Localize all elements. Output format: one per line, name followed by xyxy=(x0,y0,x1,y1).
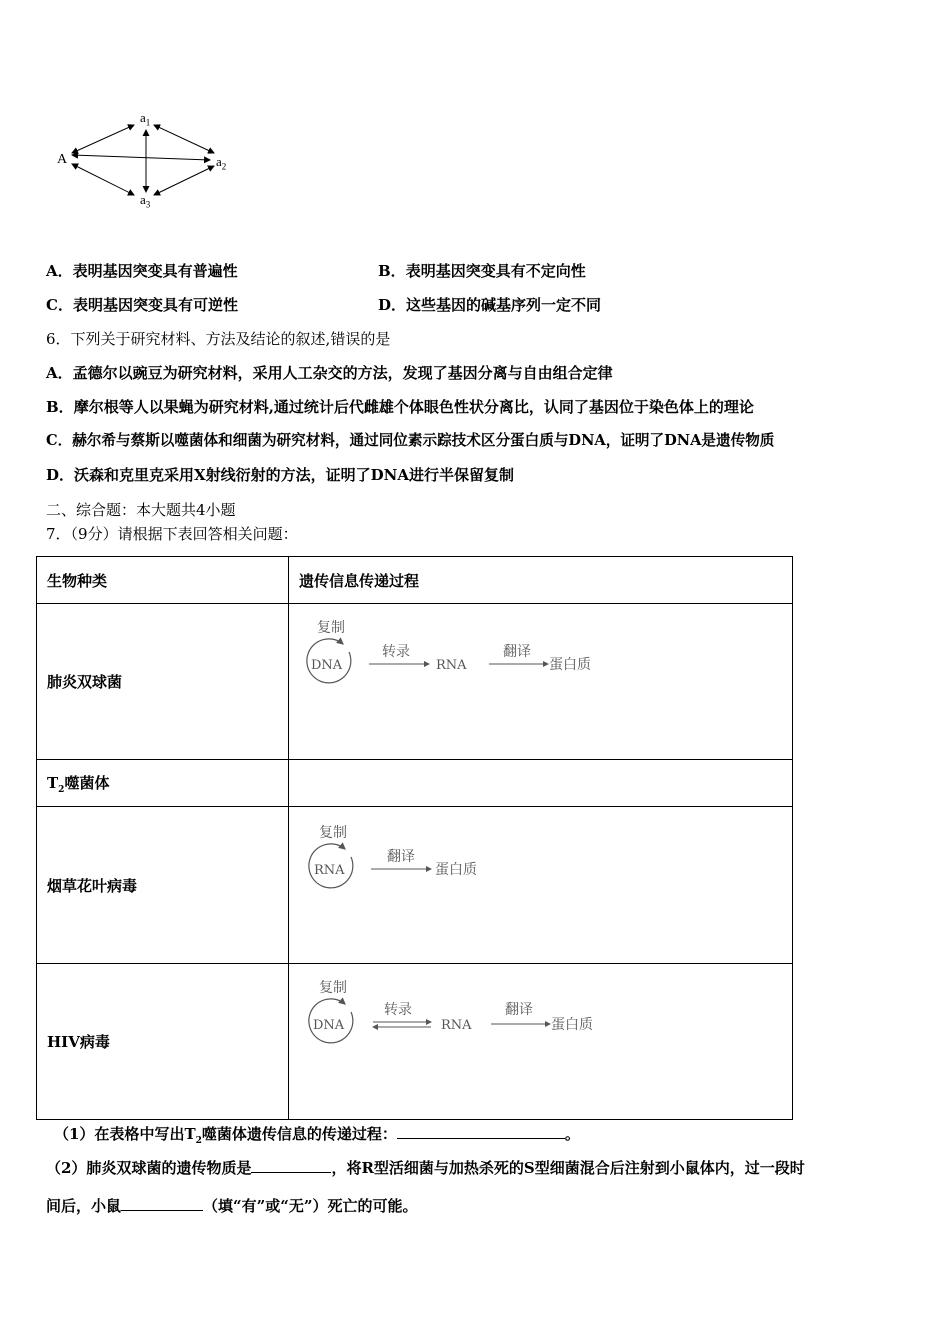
label-translate: 翻译 xyxy=(387,849,415,865)
table-row xyxy=(37,964,793,1120)
q5-option-c: C．表明基因突变具有可逆性 xyxy=(46,296,238,314)
label-rna: RNA xyxy=(436,658,467,673)
flow-t2-phage xyxy=(289,760,793,807)
node-a1: $a_1$ xyxy=(140,110,151,128)
label-transcribe: 转录 xyxy=(384,1002,412,1018)
table-row xyxy=(37,807,793,964)
header-flow: 遗传信息传递过程 xyxy=(289,557,793,604)
label-replicate: 复制 xyxy=(319,825,347,841)
answer-blank-3[interactable] xyxy=(121,1196,203,1211)
q7-stem: 7．（9分）请根据下表回答相关问题： xyxy=(46,525,298,543)
q7-sub2-line1: （2）肺炎双球菌的遗传物质是 ，将R型活细菌与加热杀死的S型细菌混合后注射到小鼠体内，过一段时 xyxy=(46,1159,805,1177)
q6-option-d: D．沃森和克里克采用X射线衍射的方法，证明了DNA进行半保留复制 xyxy=(46,466,515,484)
label-replicate: 复制 xyxy=(319,980,347,996)
label-dna: DNA xyxy=(313,1018,345,1033)
label-replicate: 复制 xyxy=(317,620,345,636)
node-a3: $a_3$ xyxy=(140,192,151,210)
label-translate: 翻译 xyxy=(503,644,531,660)
label-rna: RNA xyxy=(441,1018,472,1033)
q7-sub1: （1）在表格中写出$T_2$噬菌体遗传信息的传递过程： 。 xyxy=(54,1125,580,1146)
label-dna: DNA xyxy=(311,658,343,673)
q6-stem: 6．下列关于研究材料、方法及结论的叙述,错误的是 xyxy=(46,330,391,348)
organism-hiv: HIV病毒 xyxy=(37,964,289,1120)
flow-pneumococcus xyxy=(289,604,793,760)
answer-blank-1[interactable] xyxy=(397,1124,565,1139)
label-transcribe: 转录 xyxy=(382,644,410,660)
flow-hiv xyxy=(289,964,793,1120)
q5-option-a: A．表明基因突变具有普遍性 xyxy=(46,262,238,280)
organism-tmv: 烟草花叶病毒 xyxy=(37,807,289,964)
q6-option-c: C．赫尔希与蔡斯以噬菌体和细菌为研究材料，通过同位素示踪技术区分蛋白质与DNA，证明了DNA是遗传物质 xyxy=(46,432,775,449)
organism-pneumococcus: 肺炎双球菌 xyxy=(37,604,289,760)
label-translate: 翻译 xyxy=(505,1002,533,1018)
label-protein: 蛋白质 xyxy=(551,1017,593,1033)
label-rna: RNA xyxy=(314,863,345,878)
label-protein: 蛋白质 xyxy=(435,862,477,878)
header-organism: 生物种类 xyxy=(37,557,289,604)
q7-sub2-line2: 间后，小鼠 （填“有”或“无”）死亡的可能。 xyxy=(46,1197,418,1215)
node-a: A xyxy=(57,152,68,167)
q6-option-a: A．孟德尔以豌豆为研究材料，采用人工杂交的方法，发现了基因分离与自由组合定律 xyxy=(46,364,613,382)
table-row xyxy=(37,604,793,760)
q6-option-b: B．摩尔根等人以果蝇为研究材料,通过统计后代雌雄个体眼色性状分离比，认同了基因位于染色体上的理论 xyxy=(46,398,754,416)
table-row xyxy=(37,760,793,807)
q5-option-b: B．表明基因突变具有不定向性 xyxy=(378,262,586,280)
mutation-diagram xyxy=(50,108,250,213)
q7-table xyxy=(36,556,793,1120)
table-header-row xyxy=(37,557,793,604)
answer-blank-2[interactable] xyxy=(251,1158,331,1173)
section2-title: 二、综合题：本大题共4小题 xyxy=(46,501,236,519)
organism-t2-phage: $T_2$噬菌体 xyxy=(37,760,289,807)
label-protein: 蛋白质 xyxy=(549,657,591,673)
q5-option-d: D．这些基因的碱基序列一定不同 xyxy=(378,296,602,314)
node-a2: $a_2$ xyxy=(216,154,227,172)
flow-tmv xyxy=(289,807,793,964)
